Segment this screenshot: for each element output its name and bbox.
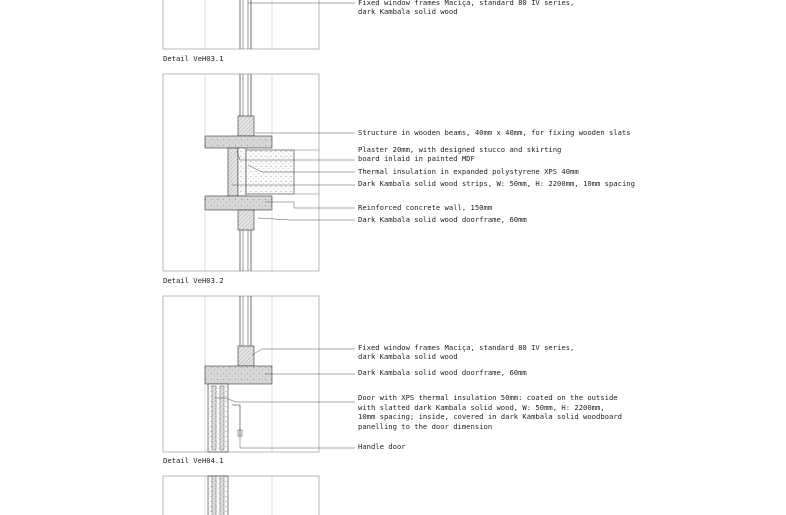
detail-2-label-3: board inlaid in painted MDF <box>358 154 475 163</box>
detail-2-label-2: Plaster 20mm, with designed stucco and skirting <box>358 145 562 154</box>
detail-2-label-6: Reinforced concrete wall, 150mm <box>358 203 493 212</box>
detail-1-label-2: dark Kambala solid wood <box>358 7 458 16</box>
detail-3-label-3: Dark Kambala solid wood doorframe, 60mm <box>358 368 527 377</box>
detail-3-label-7: panelling to the door dimension <box>358 422 493 431</box>
detail-4-frame <box>163 476 319 515</box>
detail-3-label-5: with slatted dark Kambala solid wood, W: 50mm, H: 2200mm, <box>358 403 605 412</box>
detail-1-label-1: Fixed window frames Maciça, standard 80 IV series, <box>358 0 575 7</box>
detail-3-doorframe <box>205 366 272 384</box>
detail-3-handle <box>232 405 240 436</box>
detail-2-label-1: Structure in wooden beams, 40mm x 40mm, for fixing wooden slats <box>358 128 631 137</box>
detail-2-label-7: Dark Kambala solid wood doorframe, 60mm <box>358 215 527 224</box>
detail-3-label-8: Handle door <box>358 442 406 451</box>
detail-3-leaders <box>215 349 355 448</box>
detail-2-label-5: Dark Kambala solid wood strips, W: 50mm, H: 2200mm, 10mm spacing <box>358 179 635 188</box>
detail-3-label-2: dark Kambala solid wood <box>358 352 458 361</box>
detail-3 <box>163 296 622 465</box>
detail-2-label-4: Thermal insulation in expanded polystyrene XPS 40mm <box>358 167 579 176</box>
detail-3-label-4: Door with XPS thermal insulation 50mm: coated on the outside <box>358 393 618 402</box>
detail-3-label-6: 10mm spacing; inside, covered in dark Kambala solid woodboard <box>358 412 622 421</box>
detail-3-caption: Detail VeH04.1 <box>163 456 224 465</box>
detail-1-frame <box>163 0 319 49</box>
detail-2 <box>163 74 635 285</box>
detail-1-caption: Detail VeH03.1 <box>163 54 224 63</box>
detail-3-door <box>208 384 228 452</box>
detail-4 <box>163 476 319 515</box>
detail-3-label-1: Fixed window frames Maciça, standard 80 IV series, <box>358 343 575 352</box>
detail-2-upper-frame <box>205 136 272 148</box>
detail-2-caption: Detail VeH03.2 <box>163 276 224 285</box>
detail-1 <box>163 0 574 63</box>
